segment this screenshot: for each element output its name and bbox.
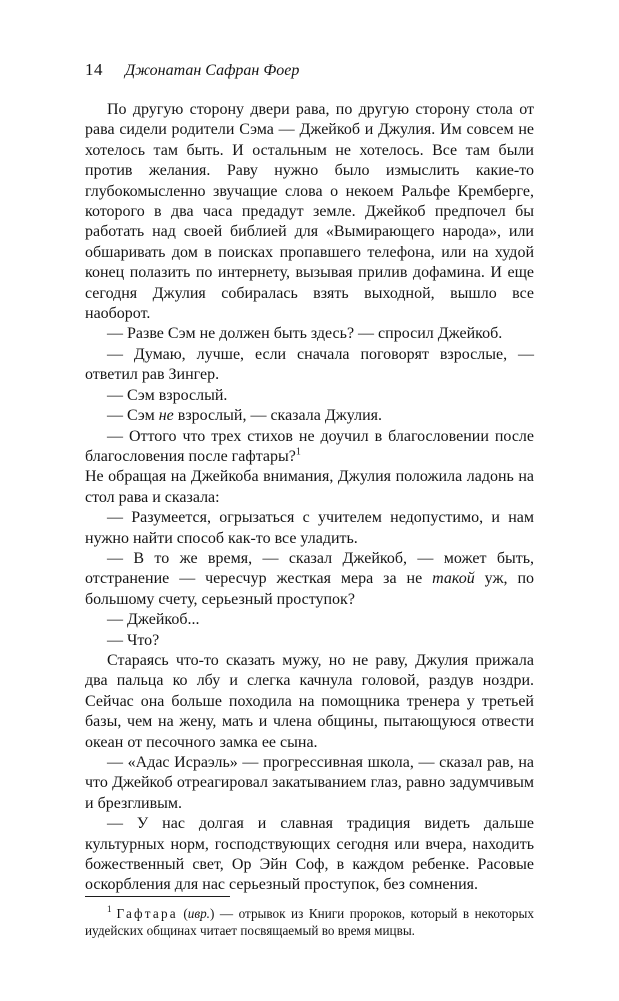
text-segment: — Что? [107, 631, 160, 649]
paragraph [85, 324, 534, 344]
paragraph [85, 427, 534, 468]
paragraph [85, 467, 534, 508]
paragraph [85, 406, 534, 426]
footnote [85, 896, 534, 940]
text-segment: По другую сторону двери рава, по другую сторону стола от рава сидели родители Сэма — Джейкоб и Джулия. Им совсем не хотелось там быть. И остальным не хотелось. Все там были против желания. Раву нужно было измыслить какие-то глубокомысленно звучащие слова о некоем Ральфе Кремберге, которого в два часа предадут земле. Джейкоб предпочел бы работать над своей библией для «Вымирающего народа», или обшаривать дом в поисках пропавшего телефона, или на худой конец полазить по интернету, вызывая прилив дофамина. И еще сегодня Джулия собиралась взять выходной, вышло все наоборот. [85, 101, 534, 323]
text-segment: уж, по большому счету, серьезный проступок? [85, 570, 535, 608]
paragraph [85, 814, 534, 896]
italic-segment: такой [432, 570, 475, 588]
text-segment: — Думаю, лучше, если сначала поговорят взрослые, — ответил рав Зингер. [85, 345, 534, 384]
text-segment: — Разумеется, огрызаться с учителем недопустимо, и нам нужно найти способ как-то все уладить. [85, 509, 534, 547]
text-segment: — Джейкоб... [107, 611, 200, 629]
text-segment: — В то же время, — сказал Джейкоб, — может быть, отстранение — чересчур жесткая мера за не [85, 549, 534, 588]
paragraph [85, 610, 534, 630]
paragraph [85, 345, 534, 386]
text-segment: Не обращая на Джейкоба внимания, Джулия положила ладонь на стол рава и сказала: [85, 468, 534, 506]
paragraph [85, 549, 534, 610]
text-segment: Стараясь что-то сказать мужу, но не раву, Джулия прижала два пальца ко лбу и слегка качнула головой, раздув ноздри. Сейчас она больше походила на помощника тренера у третьей базы, чем на жену, мать и члена общины, пытающуюся отвести океан от песочного замка ее сына. [85, 651, 534, 751]
text-segment: — У нас долгая и славная традиция видеть дальше культурных норм, господствующих сегодня или вчера, находить божественный свет, Ор Эйн Соф, в каждом ребенке. Расовые оскорбления для нас серьезный проступок, без сомнения. [85, 815, 534, 894]
text-segment: взрослый, — сказала Джулия. [173, 407, 382, 425]
footnote-reference: 1 [295, 446, 301, 458]
footnote-segment: ) — отрывок из Книги пророков, который в некоторых иудейских общинах читает посвящаемый во время мицвы. [85, 905, 534, 939]
running-title: Джонатан Сафран Фоер [125, 62, 300, 79]
text-segment: — Сэм взрослый. [107, 386, 228, 404]
paragraph [85, 386, 534, 406]
footnote-divider [85, 896, 230, 897]
text-segment: — «Адас Исраэль» — прогрессивная школа, — сказал рав, на что Джейкоб отреагировал закатыванием глаз, равно задумчивым и брезгливым. [85, 754, 534, 812]
paragraph [85, 631, 534, 651]
paragraph [85, 753, 534, 814]
page-header [85, 60, 534, 80]
page-number: 14 [85, 60, 103, 79]
footnote-marker: 1 [107, 904, 112, 915]
footnote-text [85, 905, 534, 940]
paragraph [85, 508, 534, 549]
paragraph [85, 100, 534, 324]
footnote-segment: ( [177, 905, 188, 921]
paragraph [85, 651, 534, 753]
text-segment: — Сэм [107, 407, 159, 425]
footnote-language-label: ивр. [187, 905, 210, 921]
body-text [85, 100, 534, 896]
text-segment: — Разве Сэм не должен быть здесь? — спросил Джейкоб. [107, 325, 503, 343]
footnote-term: Гафтара [116, 905, 178, 921]
italic-segment: не [158, 407, 174, 425]
text-segment: — Оттого что трех стихов не доучил в благословении после благословения после гафтары? [85, 427, 534, 465]
